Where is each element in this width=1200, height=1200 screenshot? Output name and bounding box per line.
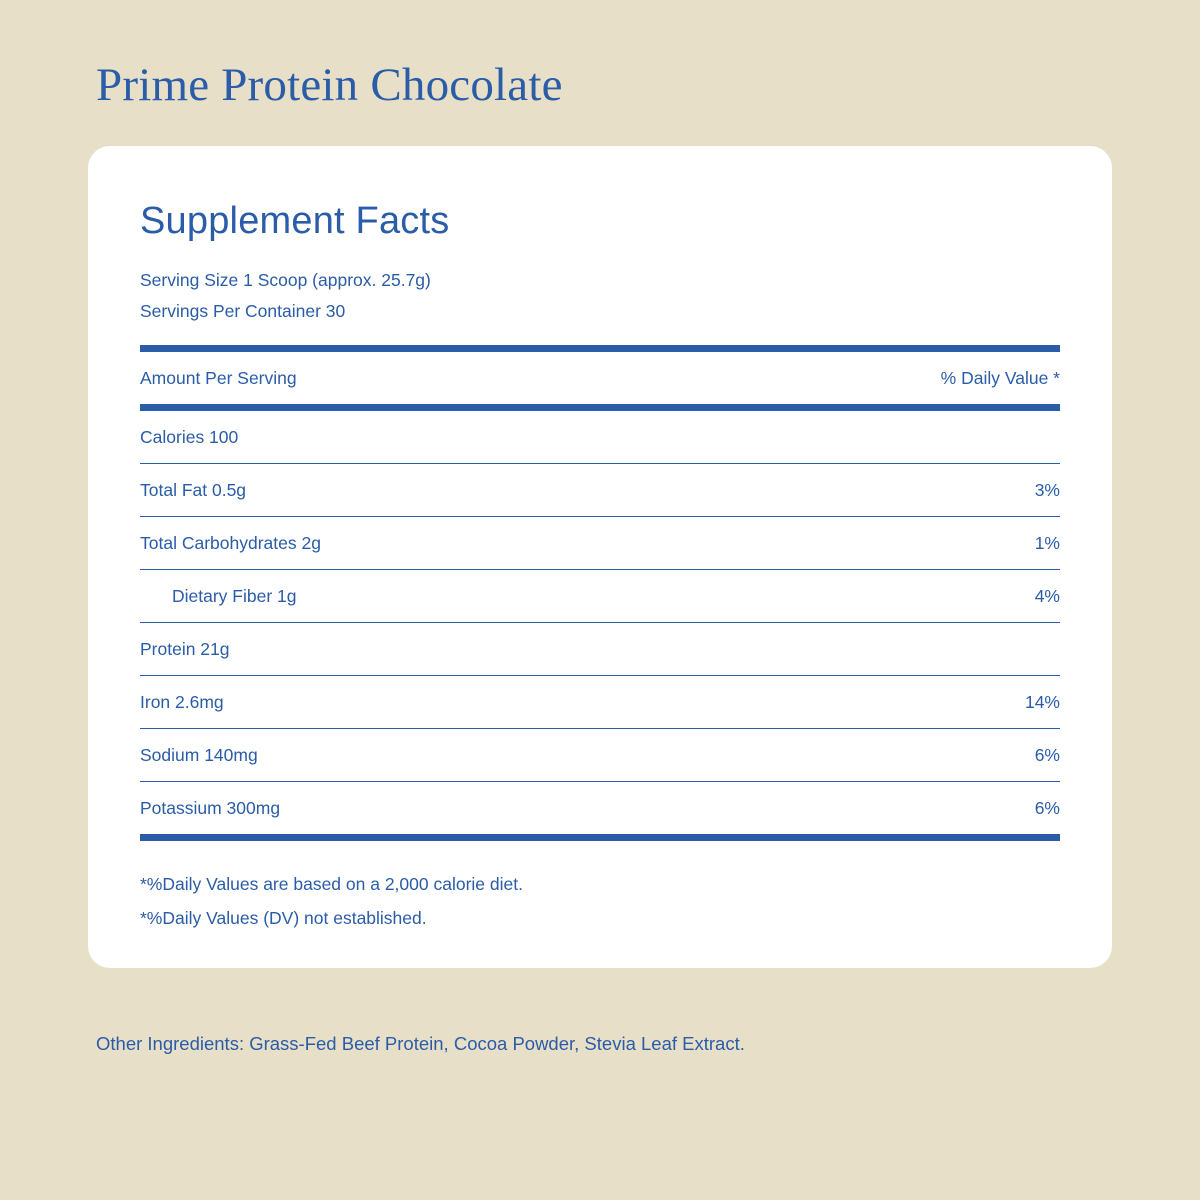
column-header-daily-value: % Daily Value * — [940, 367, 1060, 388]
servings-per-container-text: Servings Per Container 30 — [140, 301, 346, 321]
table-header-row — [140, 352, 1060, 404]
nutrient-name: Calories 100 — [140, 411, 890, 464]
divider-thick-header — [140, 404, 1060, 411]
footnote-daily-values: *%Daily Values are based on a 2,000 calorie diet. — [140, 874, 523, 894]
table-row — [140, 464, 1060, 517]
column-header-amount: Amount Per Serving — [140, 367, 297, 388]
table-row — [140, 570, 1060, 623]
nutrient-name: Protein 21g — [140, 623, 890, 676]
table-row — [140, 782, 1060, 835]
nutrient-name: Total Fat 0.5g — [140, 464, 890, 517]
table-row — [140, 623, 1060, 676]
nutrition-table-body — [140, 352, 1060, 404]
nutrient-name: Dietary Fiber 1g — [140, 570, 890, 623]
nutrient-daily-value: 6% — [890, 729, 1060, 782]
nutrient-daily-value: 14% — [890, 676, 1060, 729]
nutrient-name: Total Carbohydrates 2g — [140, 517, 890, 570]
nutrient-daily-value: 1% — [890, 517, 1060, 570]
nutrient-name: Potassium 300mg — [140, 797, 281, 818]
table-row — [140, 729, 1060, 782]
nutrient-daily-value — [890, 411, 1060, 464]
nutrition-values-table — [140, 411, 1060, 834]
nutrition-table — [140, 352, 1060, 404]
nutrient-daily-value — [890, 623, 1060, 676]
nutrient-name: Iron 2.6mg — [140, 676, 890, 729]
divider-thick-top — [140, 345, 1060, 352]
serving-size-text: Serving Size 1 Scoop (approx. 25.7g) — [140, 270, 431, 290]
table-row — [140, 517, 1060, 570]
nutrient-daily-value: 6% — [1034, 797, 1060, 818]
page-title: Prime Protein Chocolate — [96, 59, 563, 111]
footnote-dv-not-established: *%Daily Values (DV) not established. — [140, 908, 427, 928]
footnotes — [140, 867, 1060, 935]
table-row — [140, 411, 1060, 464]
table-row — [140, 676, 1060, 729]
nutrient-name: Sodium 140mg — [140, 729, 890, 782]
other-ingredients-text: Other Ingredients: Grass-Fed Beef Protein, Cocoa Powder, Stevia Leaf Extract. — [96, 1033, 745, 1054]
divider-thick-bottom — [140, 834, 1060, 841]
supplement-facts-heading: Supplement Facts — [140, 200, 450, 242]
nutrient-daily-value: 4% — [890, 570, 1060, 623]
nutrient-daily-value: 3% — [890, 464, 1060, 517]
nutrition-values-body — [140, 411, 1060, 834]
supplement-facts-content — [140, 200, 1060, 935]
supplement-facts-panel — [88, 146, 1112, 968]
